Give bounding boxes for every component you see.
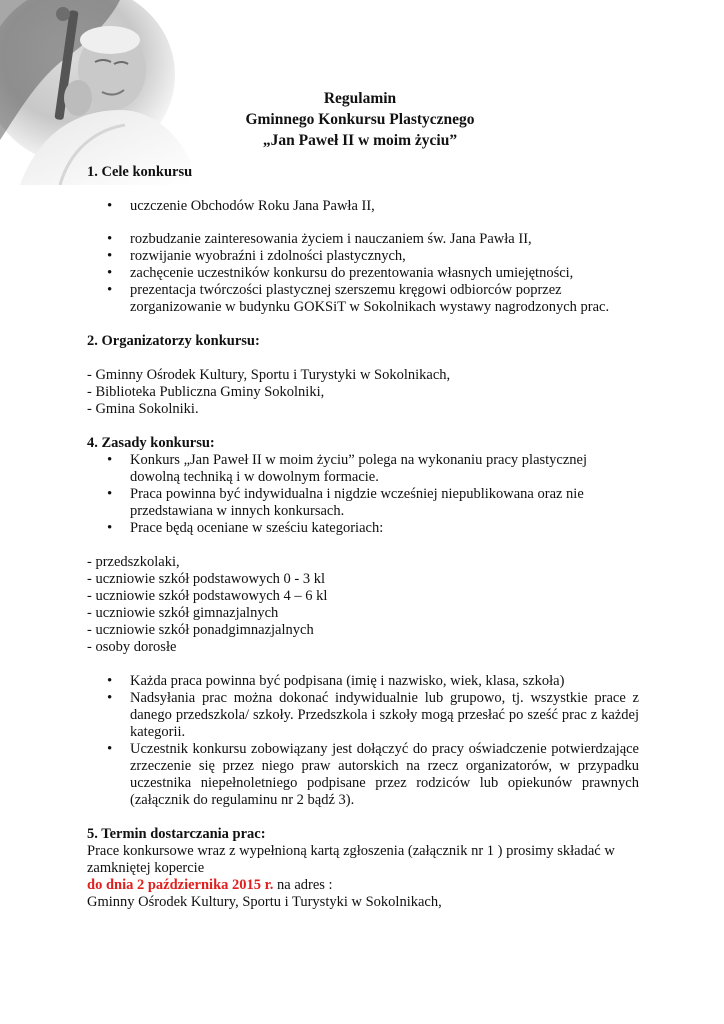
goals-list-continued: [87, 231, 639, 316]
submission-rule-item: • Nadsyłania prac można dokonać indywidualnie lub grupowo, tj. wszystkie prace z danego przedszkola/ szkoły. Przedszkola i szkoły mogą przesłać po sześć prac z każdej kategorii.: [87, 690, 639, 741]
rule-item: • Prace będą oceniane w sześciu kategoriach:: [87, 520, 639, 537]
rule-item: • Konkurs „Jan Paweł II w moim życiu” polega na wykonaniu pracy plastycznej dowolną techniką i w dowolnym formacie.: [87, 452, 639, 486]
category-item: - uczniowie szkół podstawowych 0 - 3 kl: [87, 571, 325, 587]
submission-rule-item: • Uczestnik konkursu zobowiązany jest dołączyć do pracy oświadczenie potwierdzające zrzeczenie się przez niego praw autorskich na rzecz organizatorów, w przypadku uczestnika niepełnoletniego podpisane przez rodziców lub opiekunów prawnych (załącznik do regulaminu nr 2 bądź 3).: [87, 741, 639, 809]
pope-portrait-image: [0, 0, 190, 185]
goal-item: • rozwijanie wyobraźni i zdolności plastycznych,: [87, 248, 639, 265]
address-line: Gminny Ośrodek Kultury, Sportu i Turystyki w Sokolnikach,: [87, 894, 442, 910]
title-line-1: Regulamin: [323, 90, 397, 107]
rules-list: [87, 452, 639, 537]
submission-rules-list: [87, 673, 639, 809]
categories-list: [87, 554, 639, 656]
title-line-2: Gminnego Konkursu Plastycznego: [245, 111, 475, 128]
goals-list: [87, 198, 639, 215]
category-item: - uczniowie szkół ponadgimnazjalnych: [87, 622, 314, 638]
category-item: - uczniowie szkół gimnazjalnych: [87, 605, 279, 621]
organizer-item: - Gmina Sokolniki.: [87, 401, 199, 417]
organizers-list: [87, 367, 639, 418]
goal-item: • zachęcenie uczestników konkursu do prezentowania własnych umiejętności,: [87, 265, 639, 282]
category-item: - uczniowie szkół podstawowych 4 – 6 kl: [87, 588, 328, 604]
category-item: - przedszkolaki,: [87, 554, 180, 570]
section-4-heading: 4. Zasady konkursu:: [87, 435, 215, 451]
goal-item: • uczczenie Obchodów Roku Jana Pawła II,: [87, 198, 639, 215]
organizer-item: - Gminny Ośrodek Kultury, Sportu i Turystyki w Sokolnikach,: [87, 367, 451, 383]
document-body: [87, 164, 639, 911]
category-item: - osoby dorosłe: [87, 639, 177, 655]
rule-item: • Praca powinna być indywidualna i nigdzie wcześniej niepublikowana oraz nie przedstawiana w innych konkursach.: [87, 486, 639, 520]
section-5-heading: 5. Termin dostarczania prac:: [87, 826, 266, 842]
organizer-item: - Biblioteka Publiczna Gminy Sokolniki,: [87, 384, 325, 400]
submission-rule-item: • Każda praca powinna być podpisana (imię i nazwisko, wiek, klasa, szkoła): [87, 673, 639, 690]
title-line-3: „Jan Paweł II w moim życiu”: [262, 132, 458, 149]
submission-text: Prace konkursowe wraz z wypełnioną kartą zgłoszenia (załącznik nr 1 ) prosimy składać w zamkniętej kopercie: [87, 843, 615, 876]
section-1-heading: 1. Cele konkursu: [87, 164, 193, 180]
goal-item: • prezentacja twórczości plastycznej szerszemu kręgowi odbiorców poprzez zorganizowanie w budynku GOKSiT w Sokolnikach wystawy nagrodzonych prac.: [87, 282, 639, 316]
deadline-date: do dnia 2 października 2015 r.: [87, 877, 274, 893]
section-2-heading: 2. Organizatorzy konkursu:: [87, 333, 260, 349]
goal-item: • rozbudzanie zainteresowania życiem i nauczaniem św. Jana Pawła II,: [87, 231, 639, 248]
deadline-line: [87, 877, 639, 894]
deadline-suffix: na adres :: [273, 877, 333, 893]
document-title: [200, 88, 520, 151]
